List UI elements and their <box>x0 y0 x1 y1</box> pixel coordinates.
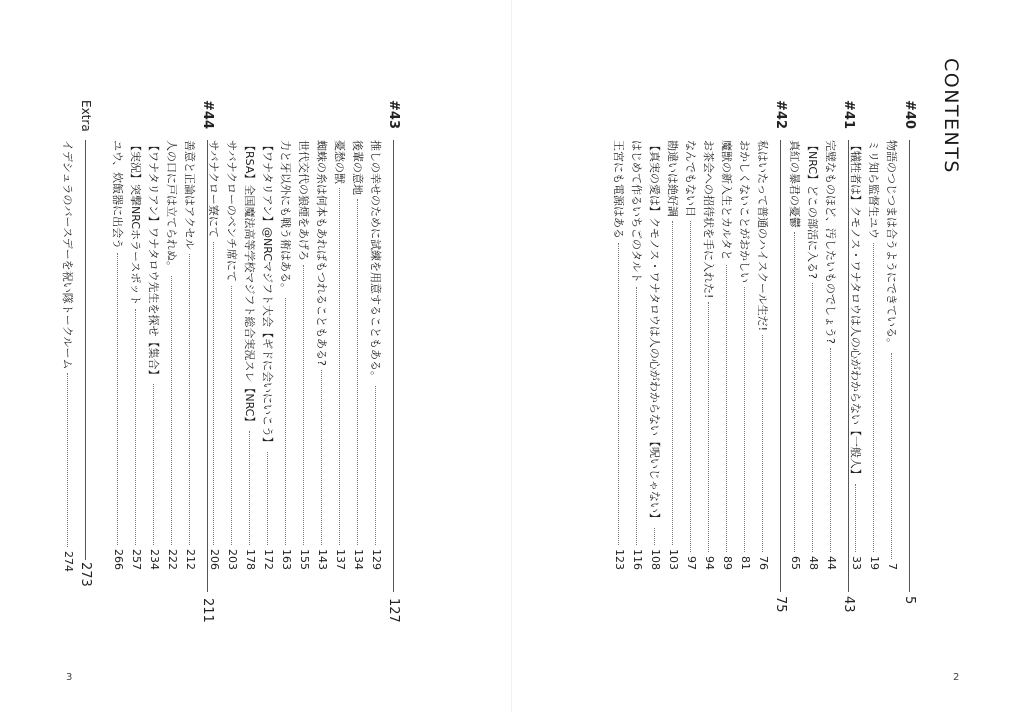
section-page-number: 273 <box>78 562 93 587</box>
section-label-s43: #43 <box>386 100 401 129</box>
toc-entry-page: 103 <box>667 549 680 570</box>
toc-entry-title: ミリ知ら監督生ユウ <box>867 140 881 239</box>
toc-entry-page: 172 <box>262 549 275 570</box>
dot-leader <box>339 188 340 545</box>
dot-leader <box>654 528 655 545</box>
toc-entry[interactable] <box>112 140 125 570</box>
contents-title: CONTENTS <box>940 58 962 174</box>
toc-entry-page: 203 <box>226 549 239 570</box>
toc-entry-title: 私はいたって普通のハイスクール生だ! <box>756 140 770 332</box>
toc-entry-page: 108 <box>649 549 662 570</box>
toc-entry-title: 【真実の愛は】クモノス・ワナタロウは人の心がわからない【呪いじゃない】 <box>648 140 662 524</box>
toc-entry-title: 魔獣の新入生とカルタと <box>720 140 734 261</box>
section-label-s40: #40 <box>902 100 917 129</box>
dot-leader <box>213 242 214 545</box>
dot-leader <box>153 384 154 545</box>
section-rule <box>909 140 910 592</box>
toc-entry-page: 81 <box>739 556 752 570</box>
dot-leader <box>171 276 172 545</box>
toc-entry-title: サバナクローのベンチ席にて <box>225 140 239 282</box>
section-rule <box>780 140 781 592</box>
dot-leader <box>189 254 190 545</box>
toc-entry-page: 48 <box>807 556 820 570</box>
page-gutter <box>511 0 512 712</box>
toc-entry-page: 234 <box>148 549 161 570</box>
toc-entry-page: 89 <box>721 556 734 570</box>
toc-entry-page: 155 <box>298 549 311 570</box>
section-page-number: 75 <box>773 596 788 613</box>
toc-entry[interactable] <box>703 140 716 570</box>
toc-entry-page: 222 <box>166 549 179 570</box>
toc-entry-title: ユウ、炊飯器に出会う <box>111 140 125 250</box>
toc-entry[interactable] <box>721 140 734 570</box>
toc-entry[interactable] <box>208 140 221 570</box>
toc-entry-page: 178 <box>244 549 257 570</box>
toc-entry-page: 137 <box>334 549 347 570</box>
dot-leader <box>672 221 673 545</box>
section-rule <box>393 140 394 592</box>
section-rule <box>848 140 849 592</box>
toc-entry-page: 134 <box>352 549 365 570</box>
toc-entry[interactable] <box>62 140 75 572</box>
section-page-number: 43 <box>841 596 856 613</box>
toc-entry-title: 勘違いは絶好調 <box>666 140 680 217</box>
toc-entry-title: 【RSA】全国魔法高等学校マジフト総合実況スレ【NRC】 <box>243 140 257 428</box>
page-number-left: 3 <box>66 672 73 683</box>
toc-entry-title: サバナクロー寮にて <box>207 140 221 238</box>
toc-entry-title: 【犠牲者は】クモノス・ワナタロウは人の心がわからない【一般人】 <box>849 140 863 480</box>
dot-leader <box>67 373 68 547</box>
toc-entry-title: 【ワナタリアン】@NRCマジフト大会【ギドに会いにいこう】 <box>261 140 275 449</box>
toc-entry-title: 世代交代の狼煙をあげろ <box>297 140 311 261</box>
toc-entry[interactable] <box>649 140 662 570</box>
toc-entry[interactable] <box>667 140 680 570</box>
toc-entry-title: 蜘蛛の糸は何本もあればもつれることもある? <box>315 140 329 366</box>
dot-leader <box>744 287 745 552</box>
toc-entry-page: 33 <box>850 556 863 570</box>
dot-leader <box>762 335 763 552</box>
dot-leader <box>135 309 136 545</box>
toc-entry-title: 後輩の意地 <box>351 140 365 195</box>
toc-entry-page: 116 <box>631 549 644 570</box>
toc-entry-title: 善意と正論はアクセル <box>183 140 197 250</box>
toc-entry-title: 人の口に戸は立てられぬ。 <box>165 140 179 272</box>
dot-leader <box>618 243 619 545</box>
dot-leader <box>375 386 376 545</box>
toc-entry-title: 王宮にも電源はある <box>612 140 626 239</box>
dot-leader <box>891 353 892 559</box>
toc-entry[interactable] <box>262 140 275 570</box>
dot-leader <box>812 283 813 552</box>
toc-entry[interactable] <box>739 140 752 570</box>
toc-entry[interactable] <box>166 140 179 570</box>
dot-leader <box>303 265 304 545</box>
toc-entry-title: はじめて作るいちごのタルト <box>630 140 644 283</box>
dot-leader <box>267 452 268 545</box>
section-rule <box>207 140 208 592</box>
toc-entry-page: 163 <box>280 549 293 570</box>
dot-leader <box>726 265 727 552</box>
section-label-s41: #41 <box>841 100 856 129</box>
dot-leader <box>794 232 795 552</box>
toc-entry[interactable] <box>789 140 802 570</box>
toc-entry-page: 97 <box>685 556 698 570</box>
toc-entry[interactable] <box>244 140 257 570</box>
toc-entry-title: 【NRC】どこの部活に入る? <box>806 140 820 279</box>
toc-entry-title: イデシュラのバースデーを祝い隊トークルーム <box>61 140 75 370</box>
section-page-number: 211 <box>200 598 215 623</box>
section-label-s42: #42 <box>773 100 788 129</box>
toc-entry-title: 完璧なものほど、汚したいものでしょう? <box>824 140 838 344</box>
page-number-right: 2 <box>953 672 960 683</box>
toc-entry[interactable] <box>850 140 863 570</box>
toc-entry-page: 266 <box>112 549 125 570</box>
dot-leader <box>830 348 831 552</box>
toc-entry-title: お茶会への招待状を手に入れた! <box>702 140 716 299</box>
dot-leader <box>249 431 250 545</box>
section-rule <box>85 140 86 560</box>
toc-entry[interactable] <box>280 140 293 570</box>
toc-entry-title: 憂愁の獣 <box>333 140 347 184</box>
section-page-number: 5 <box>902 596 917 605</box>
dot-leader <box>636 287 637 545</box>
section-label-extra: Extra <box>79 100 93 132</box>
dot-leader <box>855 484 856 552</box>
toc-entry[interactable] <box>334 140 347 570</box>
dot-leader <box>321 370 322 545</box>
toc-entry[interactable] <box>226 140 239 570</box>
toc-entry-page: 7 <box>886 563 899 570</box>
dot-leader <box>117 253 118 545</box>
toc-entry-page: 94 <box>703 556 716 570</box>
dot-leader <box>231 286 232 545</box>
toc-entry-title: 真紅の暴君の憂鬱 <box>788 140 802 228</box>
dot-leader <box>357 199 358 545</box>
toc-entry-title: おかしくないことがおかしい <box>738 140 752 283</box>
toc-entry[interactable] <box>130 140 143 570</box>
toc-entry-page: 44 <box>825 556 838 570</box>
toc-entry-page: 123 <box>613 549 626 570</box>
section-label-s44: #44 <box>200 100 215 129</box>
toc-entry[interactable] <box>316 140 329 570</box>
toc-entry[interactable] <box>298 140 311 570</box>
toc-entry-page: 212 <box>184 549 197 570</box>
toc-entry[interactable] <box>685 140 698 570</box>
section-page-number: 127 <box>386 598 401 623</box>
dot-leader <box>708 302 709 552</box>
dot-leader <box>285 298 286 545</box>
toc-entry-page: 206 <box>208 549 221 570</box>
toc-entry-page: 257 <box>130 549 143 570</box>
toc-entry[interactable] <box>757 140 770 570</box>
toc-entry[interactable] <box>886 140 899 570</box>
toc-entry-page: 19 <box>868 556 881 570</box>
toc-entry[interactable] <box>825 140 838 570</box>
toc-entry[interactable] <box>868 140 881 570</box>
toc-entry-title: 【実況】突撃NRCホラースポット <box>129 140 143 306</box>
toc-entry-page: 76 <box>757 556 770 570</box>
toc-entry[interactable] <box>352 140 365 570</box>
toc-entry[interactable] <box>807 140 820 570</box>
toc-entry-title: 推しの幸せのために試練を用意することもある。 <box>369 140 383 382</box>
toc-entry-title: 力と牙以外にも戦う術はある。 <box>279 140 293 294</box>
toc-entry[interactable] <box>184 140 197 570</box>
dot-leader <box>690 221 691 552</box>
toc-entry-title: なんでもない日 <box>684 140 698 217</box>
dot-leader <box>873 243 874 552</box>
toc-entry-page: 274 <box>62 551 75 572</box>
toc-entry[interactable] <box>613 140 626 570</box>
toc-entry-page: 129 <box>370 549 383 570</box>
toc-entry[interactable] <box>370 140 383 570</box>
toc-entry-page: 143 <box>316 549 329 570</box>
toc-entry-page: 65 <box>789 556 802 570</box>
toc-entry[interactable] <box>631 140 644 570</box>
toc-entry-title: 【ワナタリアン】ワナタロウ先生を探せ【集合】 <box>147 140 161 381</box>
toc-entry[interactable] <box>148 140 161 570</box>
toc-entry-title: 物語のつじつまは合うようにできている。 <box>885 140 899 349</box>
